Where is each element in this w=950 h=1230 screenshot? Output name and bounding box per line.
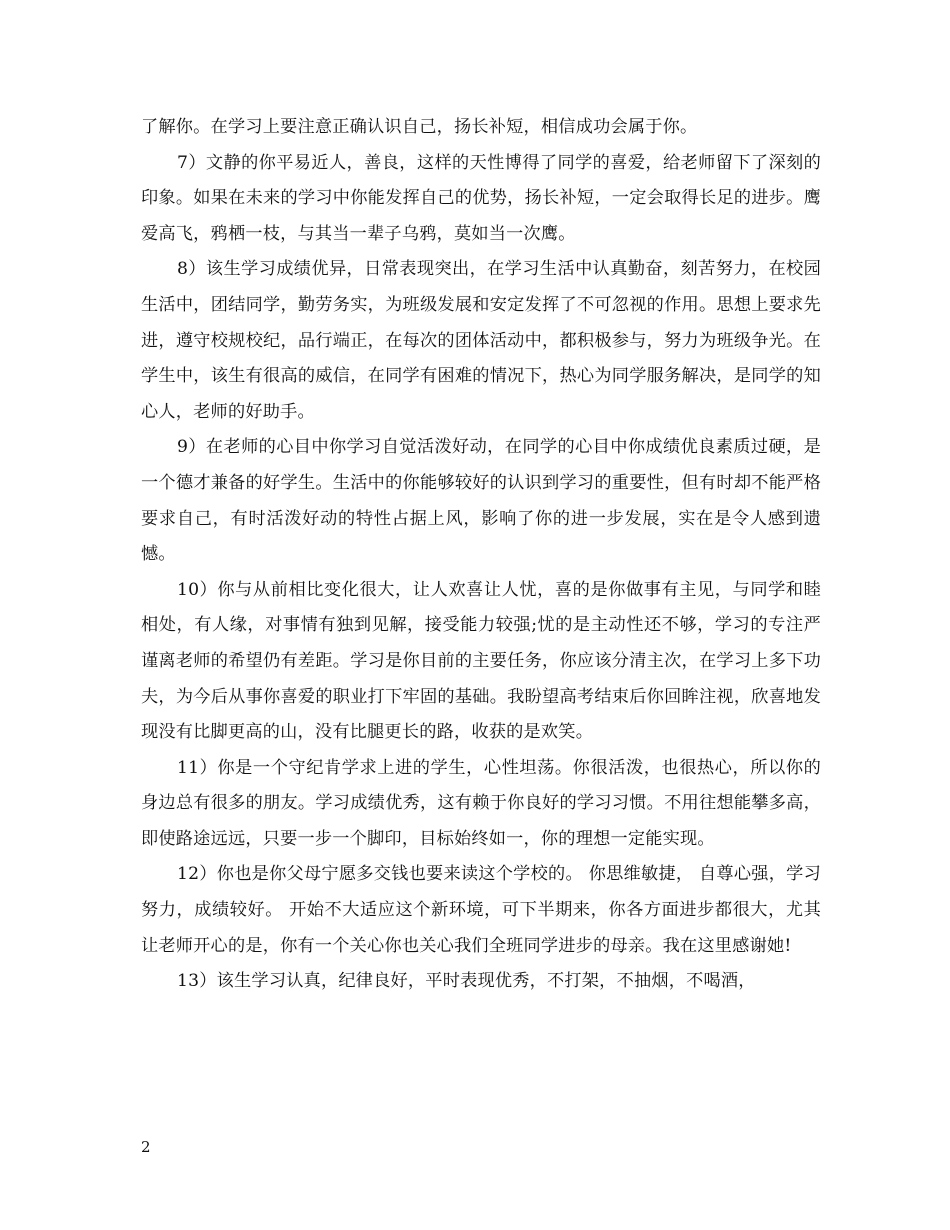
paragraph-item-11: 11）你是一个守纪肯学求上进的学生，心性坦荡。你很活泼，也很热心，所以你的身边总有很多的朋友。学习成绩优秀，这有赖于你良好的学习习惯。不用往想能攀多高，即使路途远远，只要一步一个脚印，目标始终如一，你的理想一定能实现。	[141, 757, 821, 849]
paragraph-item-10: 10）你与从前相比变化很大，让人欢喜让人忧，喜的是你做事有主见，与同学和睦相处，有人缘，对事情有独到见解，接受能力较强;忧的是主动性还不够，学习的专注严谨离老师的希望仍有差距。学习是你目前的主要任务，你应该分清主次，在学习上多下功夫，为今后从事你喜爱的职业打下牢固的基础。我盼望高考结束后你回眸注视，欣喜地发现没有比脚更高的山，没有比腿更长的路，收获的是欢笑。	[141, 579, 821, 743]
paragraph-item-8: 8）该生学习成绩优异，日常表现突出，在学习生活中认真勤奋，刻苦努力，在校园生活中，团结同学，勤劳务实，为班级发展和安定发挥了不可忽视的作用。思想上要求先进，遵守校规校纪，品行端正，在每次的团体活动中，都积极参与，努力为班级争光。在学生中，该生有很高的威信，在同学有困难的情况下，热心为同学服务解决，是同学的知心人，老师的好助手。	[141, 259, 821, 422]
paragraph-item-7: 7）文静的你平易近人，善良，这样的天性博得了同学的喜爱，给老师留下了深刻的印象。如果在未来的学习中你能发挥自己的优势，扬长补短，一定会取得长足的进步。鹰爱高飞，鸦栖一枝，与其当一辈子乌鸦，莫如当一次鹰。	[141, 152, 821, 244]
paragraph-continuation: 了解你。在学习上要注意正确认识自己，扬长补短，相信成功会属于你。	[141, 117, 698, 137]
paragraph-item-12: 12）你也是你父母宁愿多交钱也要来读这个学校的。 你思维敏捷， 自尊心强，学习努力，成绩较好。 开始不大适应这个新环境，可下半期来，你各方面进步都很大，尤其让老师开心的是，你有一个关心你也关心我们全班同学进步的母亲。我在这里感谢她!	[141, 864, 821, 956]
document-body	[141, 110, 821, 1000]
paragraph-item-13: 13）该生学习认真，纪律良好，平时表现优秀，不打架，不抽烟，不喝酒，	[177, 971, 756, 992]
page-number: 2	[141, 1138, 151, 1156]
paragraph-item-9: 9）在老师的心目中你学习自觉活泼好动，在同学的心目中你成绩优良素质过硬，是一个德才兼备的好学生。生活中的你能够较好的认识到学习的重要性，但有时却不能严格要求自己，有时活泼好动的特性占据上风，影响了你的进一步发展，实在是令人感到遗憾。	[141, 437, 821, 565]
